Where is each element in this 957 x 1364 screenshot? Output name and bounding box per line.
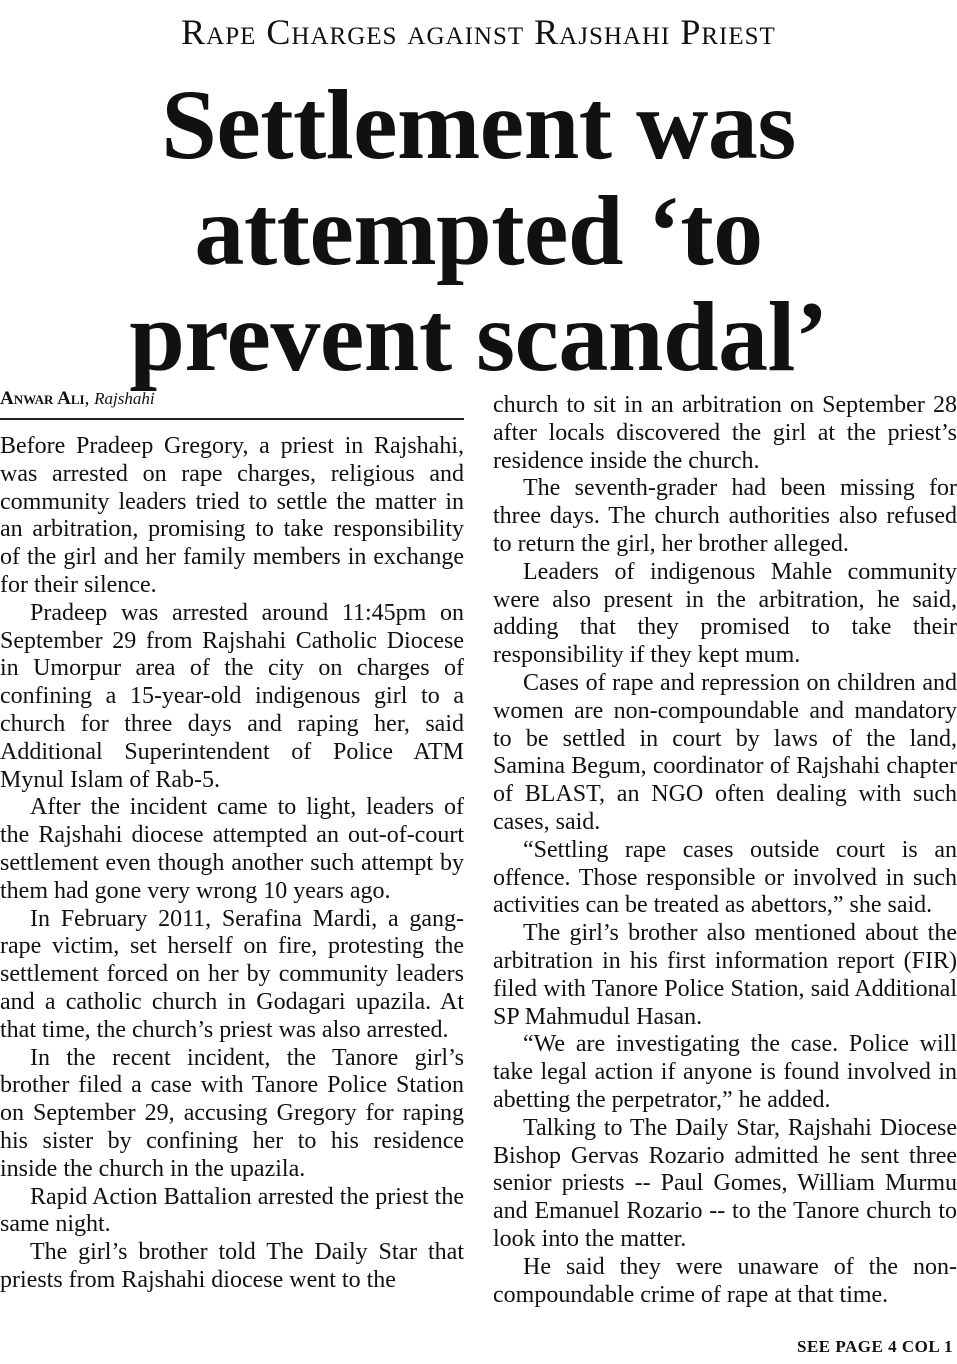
continuation-note: SEE PAGE 4 COL 1: [797, 1337, 953, 1356]
article-column-right: [493, 392, 957, 1309]
paragraph: Rapid Action Battalion arrested the priest the same night.: [0, 1183, 464, 1238]
paragraph: The girl’s brother told The Daily Star that priests from Rajshahi diocese went to the: [0, 1239, 464, 1293]
paragraph: church to sit in an arbitration on September 28 after locals discovered the girl at the priest’s residence inside the church.: [493, 392, 957, 474]
paragraph: “We are investigating the case. Police will take legal action if anyone is found involved in abetting the perpetrator,” he added.: [493, 1031, 957, 1113]
paragraph: In February 2011, Serafina Mardi, a gang-rape victim, set herself on fire, protesting the settlement forced on her by community leaders and a catholic church in Godagari upazila. At that time, the church’s priest was also arrested.: [0, 905, 464, 1043]
headline-line: attempted ‘to: [194, 175, 763, 286]
article-column-left: [0, 433, 464, 1295]
paragraph: “Settling rape cases outside court is an offence. Those responsible or involved in such activities can be treated as abettors,” she said.: [493, 836, 957, 919]
byline-divider: [0, 418, 464, 420]
paragraph: Pradeep was arrested around 11:45pm on September 29 from Rajshahi Catholic Diocese in Umorpur area of the city on charges of confining a 15-year-old indigenous girl to a church for three days and raping her, said Additional Superintendent of Police ATM Mynul Islam of Rab-5.: [0, 599, 464, 793]
paragraph: Before Pradeep Gregory, a priest in Rajshahi, was arrested on rape charges, religious and community leaders tried to settle the matter in an arbitration, promising to take responsibility of the girl and her family members in exchange for their silence.: [0, 433, 464, 598]
paragraph: Cases of rape and repression on children and women are non-compoundable and mandatory to be settled in court by laws of the land, Samina Begum, coordinator of Rajshahi chapter of BLAST, an NGO often dealing with such cases, said.: [493, 669, 957, 835]
paragraph: He said they were unaware of the non-compoundable crime of rape at that time.: [493, 1253, 957, 1308]
headline-line: Settlement was: [161, 69, 796, 180]
kicker: Rape Charges against Rajshahi Priest: [181, 12, 776, 52]
paragraph: Talking to The Daily Star, Rajshahi Diocese Bishop Gervas Rozario admitted he sent three senior priests -- Paul Gomes, William Murmu and Emanuel Rozario -- to the Tanore church to look into the matter.: [493, 1114, 957, 1252]
paragraph: In the recent incident, the Tanore girl’s brother filed a case with Tanore Police Station on September 29, accusing Gregory for raping his sister by confining her to his residence inside the church in the upazila.: [0, 1044, 464, 1182]
headline-line: prevent scandal’: [129, 281, 828, 392]
byline: [0, 386, 464, 412]
byline-author: Anwar Ali: [0, 388, 85, 409]
paragraph: Leaders of indigenous Mahle community were also present in the arbitration, he said, adding that they promised to take their responsibility if they kept mum.: [493, 558, 957, 669]
byline-separator: ,: [84, 388, 95, 409]
paragraph: The girl’s brother also mentioned about the arbitration in his first information report (FIR) filed with Tanore Police Station, said Additional SP Mahmudul Hasan.: [493, 920, 957, 1030]
headline: [0, 69, 957, 392]
paragraph: After the incident came to light, leaders of the Rajshahi diocese attempted an out-of-court settlement even though another such attempt by them had gone very wrong 10 years ago.: [0, 794, 464, 904]
byline-location: Rajshahi: [94, 389, 155, 408]
paragraph: The seventh-grader had been missing for three days. The church authorities also refused to return the girl, her brother alleged.: [493, 475, 957, 557]
